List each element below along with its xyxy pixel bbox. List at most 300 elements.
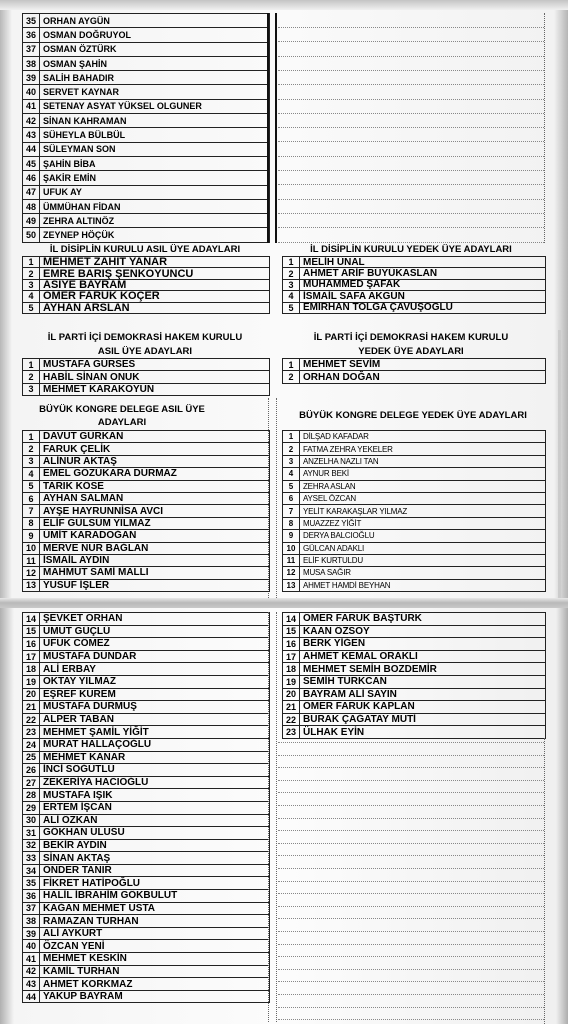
item-number: 5 — [283, 303, 300, 313]
list-item — [23, 579, 269, 591]
item-number: 3 — [23, 384, 40, 395]
candidate-name: OKTAY YILMAZ — [43, 676, 116, 688]
congress-main-list — [22, 430, 270, 592]
empty-row-line — [278, 156, 544, 157]
congress-sub-list — [282, 430, 546, 592]
empty-row-line — [278, 227, 544, 228]
candidate-name: UFUK CÖMEZ — [43, 638, 110, 650]
candidate-name: MUAZZEZ YİĞİT — [303, 518, 362, 528]
list-item — [283, 650, 545, 663]
candidate-name: ASİYE BAYRAM — [43, 278, 127, 291]
list-item — [23, 127, 269, 141]
candidate-name: ELİF KURTULDU — [303, 556, 363, 566]
arbiter-sub-list — [282, 358, 546, 384]
item-number: 7 — [23, 505, 40, 516]
candidate-name: ÖZCAN YENİ — [43, 940, 105, 952]
list-item — [283, 725, 545, 738]
congress-main-title: BÜYÜK KONGRE DELEGE ASIL ÜYE ADAYLARI — [39, 404, 205, 428]
item-number: 22 — [23, 714, 40, 726]
list-item — [23, 763, 269, 776]
item-number: 16 — [283, 638, 300, 650]
list-item — [283, 542, 545, 554]
list-item — [23, 185, 269, 199]
item-number: 1 — [23, 257, 40, 267]
list-item — [283, 713, 545, 726]
top-candidate-list — [22, 13, 270, 243]
list-item — [23, 788, 269, 801]
candidate-name: YUSUF İŞLER — [43, 579, 110, 591]
empty-row-line — [278, 893, 544, 894]
candidate-name: ÜMİT KARADOĞAN — [43, 530, 137, 542]
list-item — [283, 290, 545, 301]
empty-row-line — [278, 818, 544, 819]
item-number: 21 — [23, 701, 40, 713]
candidate-name: UFUK AY — [43, 187, 82, 198]
candidate-name: OSMAN ŞAHİN — [43, 58, 108, 69]
list-item — [283, 467, 545, 479]
candidate-name: MUSTAFA DURMUŞ — [43, 701, 137, 713]
candidate-name: AHMET HAMDİ BEYHAN — [303, 580, 391, 590]
candidate-name: MUSTAFA GÜRSES — [43, 359, 136, 371]
candidate-name: MEHMET KARAKOYUN — [43, 383, 155, 395]
empty-row-line — [278, 767, 544, 768]
candidate-name: SEMİH TÜRKCAN — [303, 676, 387, 688]
list-item — [23, 480, 269, 492]
candidate-name: ÖNDER TANIR — [43, 865, 112, 877]
list-item — [23, 492, 269, 504]
item-number: 11 — [283, 555, 300, 566]
item-number: 15 — [283, 626, 300, 638]
empty-row-line — [278, 127, 544, 128]
candidate-name: AYŞE HAYRUNNİSA AVCI — [43, 505, 164, 517]
list-item — [23, 675, 269, 688]
list-item — [283, 430, 545, 442]
empty-row-line — [278, 855, 544, 856]
empty-row-line — [278, 1019, 544, 1020]
candidate-name: ZEHRA ALTINÖZ — [43, 215, 115, 226]
item-number: 1 — [283, 257, 300, 267]
candidate-name: İNCİ SÖĞÜTLÜ — [43, 764, 115, 776]
item-number: 43 — [23, 978, 40, 990]
candidate-name: ZEYNEP HÖÇÜK — [43, 230, 115, 241]
congress-sub-title: BÜYÜK KONGRE DELEGE YEDEK ÜYE ADAYLARI — [299, 410, 527, 421]
empty-row-line — [278, 906, 544, 907]
list-item — [23, 27, 269, 41]
empty-row-line — [278, 944, 544, 945]
list-item — [283, 554, 545, 566]
item-number: 16 — [23, 638, 40, 650]
item-number: 5 — [283, 481, 300, 492]
list-item — [23, 776, 269, 789]
candidate-name: SİNAN KAHRAMAN — [43, 115, 127, 126]
item-number: 14 — [23, 613, 40, 625]
empty-row-line — [278, 56, 544, 57]
item-number: 3 — [283, 280, 300, 290]
item-number: 13 — [283, 580, 300, 591]
list-item — [283, 625, 545, 638]
candidate-name: KAAN ÖZSOY — [303, 625, 370, 637]
list-item — [23, 542, 269, 554]
item-number: 42 — [23, 966, 40, 978]
candidate-name: AHMET KORKMAZ — [43, 978, 133, 990]
candidate-name: MEHMET ZAHİT YANAR — [43, 256, 168, 268]
item-number: 3 — [23, 456, 40, 467]
item-number: 37 — [23, 903, 40, 915]
candidate-name: MEHMET KANAR — [43, 751, 126, 763]
empty-row-line — [278, 881, 544, 882]
empty-row-line — [278, 41, 544, 42]
list-item — [283, 442, 545, 454]
candidate-name: SERVET KAYNAR — [43, 87, 120, 98]
item-number: 17 — [283, 651, 300, 663]
list-item — [23, 56, 269, 70]
list-item — [23, 851, 269, 864]
candidate-name: MUHAMMED ŞAFAK — [303, 279, 401, 291]
divider — [275, 13, 277, 243]
item-number: 22 — [283, 714, 300, 726]
item-number: 12 — [23, 567, 40, 578]
list-item — [283, 612, 545, 625]
item-number: 10 — [283, 543, 300, 554]
item-number: 24 — [23, 739, 40, 751]
item-number: 48 — [23, 200, 40, 213]
item-number: 6 — [283, 493, 300, 504]
list-item — [23, 13, 269, 27]
discipline-sub-title: İL DİSİPLİN KURULU YEDEK ÜYE ADAYLARI — [310, 244, 512, 255]
list-item — [23, 227, 269, 241]
item-number: 36 — [23, 890, 40, 902]
candidate-name: ALİ ÖZKAN — [43, 814, 98, 826]
congress-sub-list-continued — [282, 612, 546, 739]
list-item — [23, 442, 269, 454]
candidate-name: ÖMER FARUK KOÇER — [43, 290, 160, 302]
empty-row-line — [278, 27, 544, 28]
item-number: 1 — [23, 431, 40, 442]
candidate-name: MEHMET SEMİH BOZDEMİR — [303, 663, 437, 675]
item-number: 7 — [283, 505, 300, 516]
candidate-name: UMUT GÜÇLÜ — [43, 625, 111, 637]
right-edge — [558, 330, 561, 600]
item-number: 8 — [23, 518, 40, 529]
list-item — [23, 839, 269, 852]
candidate-name: OSMAN DOĞRUYOL — [43, 29, 132, 40]
item-number: 2 — [283, 268, 300, 278]
candidate-name: SALİH BAHADIR — [43, 72, 114, 83]
empty-row-line — [278, 199, 544, 200]
item-number: 27 — [23, 777, 40, 789]
list-item — [23, 637, 269, 650]
list-item — [23, 990, 269, 1003]
candidate-name: AYHAN ARSLAN — [43, 301, 130, 313]
list-item — [23, 738, 269, 751]
item-number: 4 — [23, 468, 40, 479]
empty-row-line — [278, 994, 544, 995]
list-item — [23, 213, 269, 227]
empty-row-line — [278, 113, 544, 114]
list-item — [23, 70, 269, 84]
candidate-name: AYSEL ÖZCAN — [303, 494, 356, 504]
list-item — [23, 965, 269, 978]
divider — [544, 738, 545, 1024]
list-item — [23, 826, 269, 839]
candidate-name: ÖMER FARUK BAŞTÜRK — [303, 613, 422, 625]
item-number: 37 — [23, 43, 40, 56]
candidate-name: BAYRAM ALİ SAYIN — [303, 688, 397, 700]
empty-row-line — [278, 843, 544, 844]
empty-row-line — [278, 956, 544, 957]
list-item — [23, 566, 269, 578]
candidate-name: ÖMER FARUK KAPLAN — [303, 701, 415, 713]
candidate-name: ŞAHİN BİBA — [43, 158, 96, 169]
candidate-name: KAĞAN MEHMET USTA — [43, 902, 156, 914]
item-number: 23 — [283, 726, 300, 738]
empty-row-line — [278, 918, 544, 919]
list-item — [23, 529, 269, 541]
empty-row-line — [278, 1007, 544, 1008]
candidate-name: AHMET ARİF BÜYÜKASLAN — [303, 268, 438, 279]
candidate-name: İSMAİL SAFA AKGÜN — [303, 290, 405, 302]
item-number: 19 — [283, 676, 300, 688]
candidate-name: DERYA BALCIOĞLU — [303, 531, 375, 541]
list-item — [23, 279, 269, 290]
candidate-name: MURAT HALLAÇOĞLU — [43, 739, 152, 751]
item-number: 38 — [23, 915, 40, 927]
list-item — [23, 650, 269, 663]
list-item — [283, 675, 545, 688]
list-item — [23, 952, 269, 965]
arbiter-sub-title-1: İL PARTİ İÇİ DEMOKRASİ HAKEM KURULU — [313, 332, 509, 343]
item-number: 8 — [283, 518, 300, 529]
empty-row-line — [278, 170, 544, 171]
divider — [268, 612, 269, 1022]
candidate-name: FARUK ÇELİK — [43, 443, 111, 455]
list-item — [283, 492, 545, 504]
congress-main-list-continued — [22, 612, 270, 1003]
list-item — [23, 751, 269, 764]
list-item — [283, 579, 545, 591]
candidate-name: RAMAZAN TURHAN — [43, 915, 139, 927]
item-number: 39 — [23, 71, 40, 84]
candidate-name: EŞREF KUREM — [43, 688, 116, 700]
candidate-name: MUSTAFA IŞIK — [43, 789, 113, 801]
item-number: 2 — [23, 371, 40, 382]
item-number: 44 — [23, 143, 40, 156]
item-number: 17 — [23, 651, 40, 663]
candidate-name: İSMAİL AYDIN — [43, 555, 110, 567]
document-page-2 — [0, 608, 568, 1024]
candidate-name: FİKRET HATİPOĞLU — [43, 877, 141, 889]
empty-row-line — [278, 242, 544, 243]
item-number: 19 — [23, 676, 40, 688]
empty-row-line — [278, 213, 544, 214]
list-item — [283, 358, 545, 370]
candidate-name: BERK YİĞEN — [303, 638, 366, 650]
empty-row-line — [278, 981, 544, 982]
item-number: 40 — [23, 940, 40, 952]
item-number: 26 — [23, 764, 40, 776]
candidate-name: FATMA ZEHRA YEKELER — [303, 444, 393, 454]
item-number: 46 — [23, 171, 40, 184]
list-item — [23, 927, 269, 940]
candidate-name: EMİRHAN TOLGA ÇAVUŞOĞLU — [303, 302, 453, 313]
candidate-name: ALPER TABAN — [43, 714, 114, 726]
candidate-name: KAMİL TURHAN — [43, 965, 120, 977]
item-number: 39 — [23, 928, 40, 940]
item-number: 4 — [283, 468, 300, 479]
item-number: 33 — [23, 852, 40, 864]
candidate-name: MUSTAFA DÜNDAR — [43, 651, 137, 663]
page-top-edge — [0, 0, 568, 10]
item-number: 15 — [23, 626, 40, 638]
list-item — [23, 977, 269, 990]
candidate-name: HALİL İBRAHİM GÖKBULUT — [43, 890, 178, 902]
empty-row-line — [278, 780, 544, 781]
candidate-name: AYNUR BEKİ — [303, 469, 349, 479]
item-number: 36 — [23, 28, 40, 41]
item-number: 9 — [23, 530, 40, 541]
list-item — [23, 113, 269, 127]
divider — [267, 13, 269, 243]
empty-row-line — [278, 969, 544, 970]
candidate-name: ORHAN AYGÜN — [43, 15, 110, 26]
list-item — [283, 517, 545, 529]
item-number: 45 — [23, 157, 40, 170]
candidate-name: ALİNUR AKTAŞ — [43, 455, 117, 467]
item-number: 21 — [283, 701, 300, 713]
arbiter-sub-title-2: YEDEK ÜYE ADAYLARI — [358, 346, 464, 357]
candidate-name: SÜHEYLA BÜLBÜL — [43, 130, 126, 141]
list-item — [23, 814, 269, 827]
list-item — [23, 430, 269, 442]
arbiter-main-title-2: ASIL ÜYE ADAYLARI — [97, 346, 193, 357]
candidate-name: TARIK KÖSE — [43, 480, 104, 492]
candidate-name: ALİ AYKURT — [43, 928, 103, 940]
item-number: 1 — [283, 431, 300, 442]
list-item — [23, 612, 269, 625]
candidate-name: MUSA SAĞIR — [303, 568, 351, 578]
empty-row-line — [278, 931, 544, 932]
discipline-main-list — [22, 256, 270, 314]
item-number: 1 — [23, 359, 40, 370]
candidate-name: HABİL SİNAN ONUK — [43, 371, 140, 383]
candidate-name: BEKİR AYDIN — [43, 839, 107, 851]
candidate-name: EMEL GÖZÜKARA DURMAZ — [43, 468, 177, 480]
candidate-name: DAVUT GÜRKAN — [43, 431, 124, 443]
empty-row-line — [278, 755, 544, 756]
item-number: 18 — [23, 663, 40, 675]
candidate-name: GÖKHAN ULUSU — [43, 827, 125, 839]
list-item — [23, 662, 269, 675]
arbiter-main-list — [22, 358, 270, 396]
item-number: 18 — [283, 663, 300, 675]
candidate-name: SİNAN AKTAŞ — [43, 852, 111, 864]
list-item — [23, 199, 269, 213]
candidate-name: ALİ ERBAY — [43, 663, 96, 675]
candidate-name: MELİH ÜNAL — [303, 256, 365, 268]
empty-row-line — [278, 830, 544, 831]
candidate-name: BURAK ÇAĞATAY MUTİ — [303, 714, 416, 726]
item-number: 2 — [283, 443, 300, 454]
list-item — [23, 554, 269, 566]
list-item — [23, 713, 269, 726]
item-number: 42 — [23, 114, 40, 127]
list-item — [283, 279, 545, 290]
item-number: 40 — [23, 85, 40, 98]
list-item — [23, 99, 269, 113]
candidate-name: YAKUP BAYRAM — [43, 991, 123, 1003]
discipline-sub-list — [282, 256, 546, 314]
empty-row-line — [278, 792, 544, 793]
item-number: 5 — [23, 481, 40, 492]
candidate-name: ZEHRA ASLAN — [303, 481, 356, 491]
empty-row-line — [278, 84, 544, 85]
item-number: 9 — [283, 530, 300, 541]
item-number: 25 — [23, 752, 40, 764]
item-number: 2 — [23, 268, 40, 278]
item-number: 10 — [23, 543, 40, 554]
list-item — [23, 889, 269, 902]
item-number: 50 — [23, 228, 40, 241]
divider — [276, 612, 277, 1022]
arbiter-main-title-1: İL PARTİ İÇİ DEMOKRASİ HAKEM KURULU — [47, 332, 243, 343]
list-item — [283, 302, 545, 313]
item-number: 3 — [283, 456, 300, 467]
item-number: 28 — [23, 789, 40, 801]
list-item — [283, 256, 545, 267]
candidate-name: ÜMMÜHAN FİDAN — [43, 201, 121, 212]
item-number: 11 — [23, 555, 40, 566]
item-number: 49 — [23, 214, 40, 227]
item-number: 35 — [23, 877, 40, 889]
candidate-name: YELİT KARAKAŞLAR YILMAZ — [303, 506, 408, 516]
candidate-name: ELİF GÜLSÜM YILMAZ — [43, 517, 151, 529]
list-item — [23, 864, 269, 877]
list-item — [283, 370, 545, 382]
list-item — [23, 939, 269, 952]
list-item — [23, 801, 269, 814]
candidate-name: SETENAY ASYAT YÜKSEL OLGUNER — [43, 101, 202, 112]
candidate-name: ERTEM İŞCAN — [43, 802, 112, 814]
candidate-name: ORHAN DOĞAN — [303, 371, 380, 383]
list-item — [23, 267, 269, 278]
list-item — [283, 267, 545, 278]
candidate-name: AHMET KEMAL ORAKLI — [303, 651, 418, 663]
empty-row-line — [278, 99, 544, 100]
divider — [544, 13, 545, 243]
candidate-name: MAHMUT SAMİ MALLI — [43, 567, 149, 579]
list-item — [23, 914, 269, 927]
list-item — [23, 84, 269, 98]
list-item — [23, 876, 269, 889]
list-item — [23, 142, 269, 156]
candidate-name: MEHMET KESKİN — [43, 953, 127, 965]
item-number: 13 — [23, 580, 40, 591]
list-item — [283, 529, 545, 541]
item-number: 32 — [23, 840, 40, 852]
list-item — [283, 637, 545, 650]
candidate-name: ŞAKİR EMİN — [43, 172, 97, 183]
list-item — [23, 42, 269, 56]
empty-row-line — [278, 805, 544, 806]
list-item — [23, 170, 269, 184]
item-number: 34 — [23, 865, 40, 877]
list-item — [23, 517, 269, 529]
item-number: 31 — [23, 827, 40, 839]
list-item — [23, 725, 269, 738]
list-item — [23, 156, 269, 170]
item-number: 44 — [23, 991, 40, 1003]
item-number: 20 — [23, 689, 40, 701]
